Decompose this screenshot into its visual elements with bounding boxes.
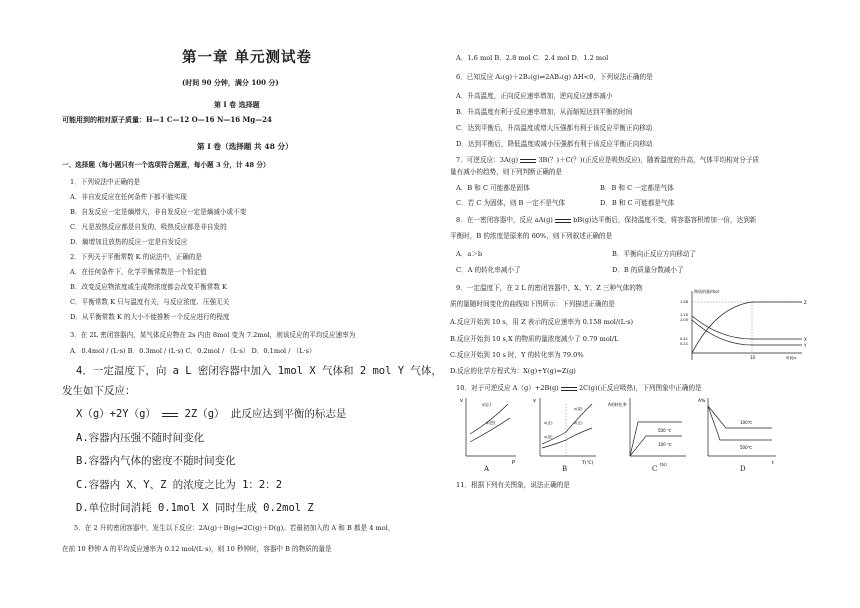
q1-option-d: D．熵增加且放热的反应一定是自发反应 <box>70 238 188 246</box>
q7-line1-a: 7．可逆反应：3A(g) <box>456 156 519 164</box>
q9-series-y: Y <box>804 343 807 348</box>
q10-stem <box>456 384 702 392</box>
q2-option-a: A．在任何条件下，化学平衡常数是一个恒定值 <box>70 268 207 276</box>
q9-ytick-021: 0.21 <box>680 342 689 346</box>
q10-b-c3: v(逆) <box>574 407 583 411</box>
atomic-masses: 可能用到的相对原子质量：H—1 C—12 O—16 N—16 Mg—24 <box>62 115 272 124</box>
section-title: 第 I 卷 选择题 <box>214 100 260 109</box>
q10-d-c1: 100℃ <box>740 420 753 425</box>
q9-curve-y <box>692 320 802 345</box>
exam-title: 第一章 单元测试卷 <box>182 49 313 66</box>
q10-c-c2: 100 ℃ <box>658 442 672 447</box>
q7-option-a: A．B 和 C 可能都是固体 <box>456 184 530 192</box>
q1-option-a: A．非自发反应在任何条件下都不能实现 <box>70 193 187 201</box>
q11-stem: 11．根据下列有关图象，说法正确的是 <box>456 481 570 489</box>
q10-label-c: C <box>652 465 658 473</box>
q4-line1: 4．一定温度下，向 a L 密闭容器中加入 1mol X 气体和 2 mol Y 气体， <box>76 365 442 377</box>
q9-option-a: A.反应开始到 10 s，用 Z 表示的反应速率为 0.158 mol/(L·s) <box>450 318 634 326</box>
q6-stem: 6．已知反应 A₂(g)＋2B₂(g)⇌2AB₂(g) ΔH<0，下列说法正确的是 <box>456 73 653 81</box>
q5-line1: 5．在 2 升的密闭容器中，发生以下反应：2A(g)＋B(g)⇌2C(g)＋D(g)。若最初加入的 A 和 B 都是 4 mol， <box>74 524 395 532</box>
q4-option-b: B.容器内气体的密度不随时间变化 <box>76 455 236 467</box>
q9-series-z: Z <box>804 300 807 305</box>
q7-line2: 量有减小的趋势，则下列判断正确的是 <box>450 168 563 176</box>
q10-label-a: A <box>484 465 490 473</box>
q10-d-ylabel: A% <box>698 399 706 404</box>
q8-option-c: C．A 的转化率减小了 <box>456 266 521 274</box>
q2-option-d: D．从平衡常数 K 的大小不能推断一个反应进行的程度 <box>70 313 230 321</box>
q8-line2: 平衡时，B 的浓度是原来的 60%，则下列叙述正确的是 <box>450 232 613 240</box>
q3-stem: 3．在 2L 密闭容器内，某气体反应物在 2s 内由 8mol 变为 7.2mol，则该反应的平均反应速率为 <box>70 331 356 339</box>
q7-option-c: C．若 C 为固体，则 B 一定不是气体 <box>456 199 566 207</box>
q7-line1 <box>456 156 759 164</box>
q10-graph-d <box>696 394 780 470</box>
q4-equation <box>76 408 346 421</box>
q9-xtick: 10 <box>750 355 756 360</box>
q6-option-b: B．升高温度有利于反应速率增加，从而缩短达到平衡的时间 <box>456 108 633 116</box>
part-instructions: 一、选择题（每小题只有一个选项符合题意，每小题 3 分，计 48 分） <box>62 161 270 169</box>
q4-eq-left: X（g）+2Y（g） <box>76 408 156 420</box>
q1-stem: 1．下列说法中正确的是 <box>70 178 141 186</box>
q4-option-c: C.容器内 X、Y、Z 的浓度之比为 1：2：2 <box>76 479 283 491</box>
q7-option-d: D．B 和 C 可能都是气体 <box>600 199 675 207</box>
q9-ytick-120: 1.20 <box>680 313 689 317</box>
q4-line2: 发生如下反应： <box>62 385 136 397</box>
q10-b-ylabel: v <box>533 398 536 404</box>
q9-option-b: B.反应开始到 10 s,X 的物质的量浓度减少了 0.79 mol/L <box>450 335 619 343</box>
q8-line1 <box>456 216 756 224</box>
equilibrium-arrow-icon <box>561 385 577 392</box>
q9-curve-x <box>692 316 802 339</box>
q7-option-b: B．B 和 C 一定都是气体 <box>600 184 674 192</box>
q3-options: A．0.4mol / (L·s) B．0.3mol / (L·s) C．0.2mol / （L·s） D．0.1mol / （L·s） <box>70 347 316 355</box>
q10-a-c1: v(正) <box>482 402 492 407</box>
q10-label-d: D <box>740 465 746 473</box>
q10-b-xlabel: T(℃) <box>582 461 594 466</box>
q1-option-c: C．凡是放热反应都是自发的，吸热反应都是非自发的 <box>70 223 227 231</box>
q10-c-xlabel: t(s) <box>660 462 667 467</box>
q8-line1-a: 8．在一密闭容器中，反应 aA(g) <box>456 216 553 224</box>
q2-option-b: B．改变反应物浓度或生成物浓度都会改变平衡常数 K <box>70 283 227 291</box>
q10-d-c2: 500℃ <box>740 445 753 450</box>
q9-option-c: C.反应开始到 10 s 时，Y 的转化率为 79.0% <box>450 351 584 359</box>
q1-option-b: B．自发反应一定是熵增大，非自发反应一定是熵减小或不变 <box>70 208 247 216</box>
q8-option-b: B．平衡向正反应方向移动了 <box>612 250 696 258</box>
part-title: 第 I 卷（选择题 共 48 分） <box>197 142 293 151</box>
q4-option-a: A.容器内压强不随时间变化 <box>76 432 205 444</box>
q7-line1-b: 3B(？)＋C(？)(正反应是吸热反应)，随着温度的升高，气体平均相对分子质 <box>538 156 760 164</box>
q6-option-d: D．达到平衡后，降低温度或减小压强都有利于该反应平衡正向移动 <box>456 140 653 148</box>
q10-c-c1: 500 ℃ <box>658 428 672 433</box>
q9-ytick-100: 1.00 <box>680 318 689 322</box>
q9-ytick-158: 1.58 <box>680 300 689 304</box>
q6-option-a: A．升高温度，正向反应速率增加，逆向反应速率减小 <box>456 92 613 100</box>
q4-eq-right: 2Z（g） 此反应达到平衡的标志是 <box>184 408 347 420</box>
q10-graph-a <box>456 394 520 470</box>
q9-xlabel: 时间/s <box>786 356 797 360</box>
q9-ytick-041: 0.41 <box>680 337 689 341</box>
q8-line1-b: bB(g)达平衡后，保持温度不变，将容器容积增加一倍，达到新 <box>573 216 757 224</box>
q10-stem-a: 10．对于可逆反应 A（g）+2B(g) <box>456 384 559 392</box>
q10-b-c1: v(正) <box>544 421 553 425</box>
q9-series-x: X <box>804 337 807 342</box>
q10-a-c2: v(逆) <box>486 420 496 425</box>
equilibrium-arrow-icon <box>555 217 571 224</box>
q2-stem: 2．下列关于平衡常数 K 的说法中，正确的是 <box>70 253 202 261</box>
q9-graph <box>680 285 815 365</box>
q10-a-xlabel: P <box>512 460 516 466</box>
q10-b-c2: v(逆) <box>544 435 553 439</box>
q5-options: A．1.6 mol B．2.8 mol C．2.4 mol D．1.2 mol <box>456 54 609 62</box>
equilibrium-arrow-icon <box>520 157 536 164</box>
q9-option-d: D.反应的化学方程式为：X(g)+Y(g)=Z(g) <box>450 367 576 375</box>
q9-ylabel: 物质的量/mol <box>694 289 719 294</box>
q10-graph-b <box>530 394 602 470</box>
q10-c-ylabel: A的转化率 <box>608 402 627 407</box>
time-note: (时间 90 分钟，满分 100 分) <box>182 78 279 87</box>
q10-d-xlabel: t <box>772 461 774 466</box>
q4-option-d: D.单位时间消耗 0.1mol X 同时生成 0.2mol Z <box>76 502 314 514</box>
q10-b-c4: v(正) <box>574 421 583 425</box>
q5-line2: 在前 10 秒钟 A 的平均反应速率为 0.12 mol/(L·s)，则 10 秒钟时，容器中 B 的物质的量是 <box>62 545 332 553</box>
equilibrium-arrow-icon <box>162 411 178 418</box>
q10-stem-b: 2C(g)(正反应吸热)，下列图象中正确的是 <box>578 384 702 392</box>
q2-option-c: C．平衡常数 K 只与温度有关，与反应浓度、压强无关 <box>70 298 230 306</box>
q10-label-b: B <box>562 465 568 473</box>
q10-graph-c <box>608 394 690 470</box>
q9-line1: 9．一定温度下，在 2 L 的密闭容器中，X、Y、Z 三种气体的物 <box>456 284 643 292</box>
q9-line2: 质的量随时间变化的曲线如下图所示：下列描述正确的是 <box>450 300 615 308</box>
q6-option-c: C．达到平衡后，升高温度或增大压强都有利于该反应平衡正向移动 <box>456 124 653 132</box>
q10-a-ylabel: v <box>460 398 463 404</box>
q8-option-d: D．B 的质量分数减小了 <box>612 266 684 274</box>
q8-option-a: A．a＞b <box>456 250 483 258</box>
